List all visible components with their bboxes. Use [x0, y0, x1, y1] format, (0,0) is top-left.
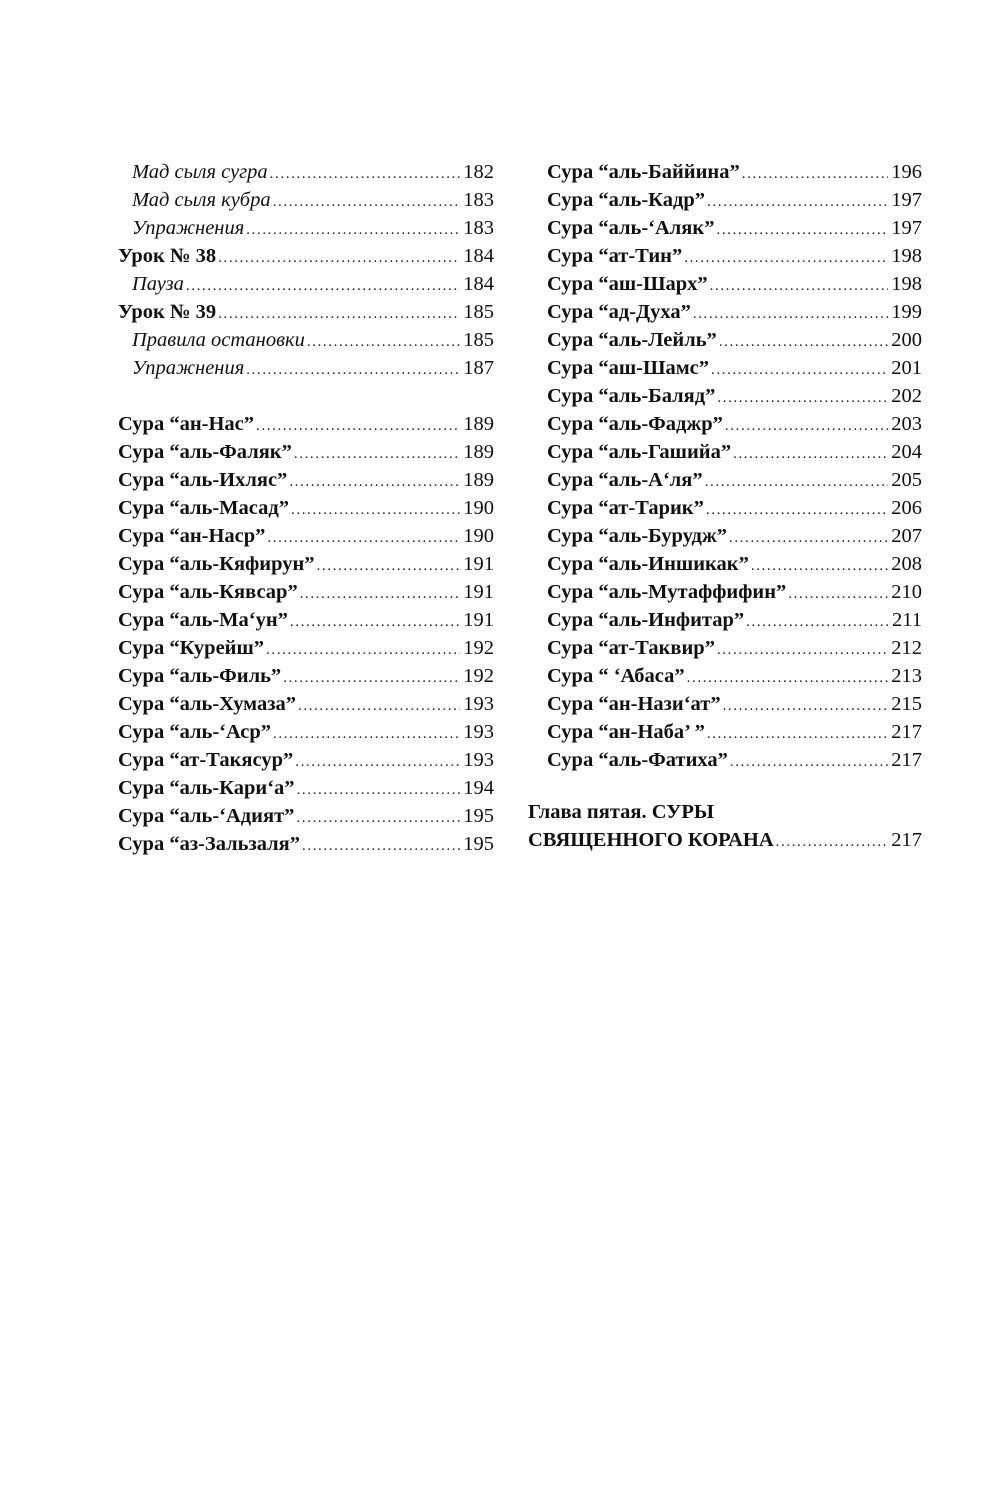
toc-entry-label: Сура “ан-Наба’ ” [547, 721, 705, 743]
toc-entry-label: Сура “ад-Духа” [547, 301, 691, 323]
toc-leader [707, 720, 888, 748]
spacer [528, 774, 922, 798]
toc-entry-sura[interactable] [528, 410, 922, 438]
toc-entry-label: Сура “Курейш” [118, 637, 265, 659]
toc-entry-label: Сура “ан-Наср” [118, 525, 266, 547]
toc-entry-label: Сура “аль-Филь” [118, 665, 282, 687]
toc-leader [717, 636, 888, 664]
toc-entry-sura[interactable] [528, 438, 922, 466]
toc-entry-label: Сура “аль-Инфитар” [547, 609, 745, 631]
toc-leader [273, 720, 460, 748]
toc-leader [256, 412, 460, 440]
toc-entry-label: Сура “ ‘Абаса” [547, 665, 685, 687]
toc-leader [725, 412, 888, 440]
toc-entry-page: 197 [891, 189, 922, 211]
toc-entry-label: Сура “ат-Тин” [547, 245, 683, 267]
toc-entry-page: 199 [891, 301, 922, 323]
toc-entry-sura[interactable] [528, 746, 922, 774]
toc-entry-page: 183 [463, 217, 494, 239]
toc-entry-label: Сура “аль-Кадр” [547, 189, 706, 211]
toc-leader [218, 244, 460, 272]
toc-leader [300, 580, 461, 608]
toc-entry-page: 191 [463, 609, 494, 631]
toc-entry-page: 182 [463, 161, 494, 183]
toc-entry-label: Сура “аль-Хумаза” [118, 693, 296, 715]
toc-leader [291, 496, 460, 524]
toc-entry-label: Мад сыля сугра [132, 161, 268, 183]
toc-entry-page: 185 [463, 329, 494, 351]
toc-entry-label: Сура “ан-Нас” [118, 413, 255, 435]
toc-entry-label: Сура “аль-Мутаффифин” [547, 581, 787, 603]
toc-entry-page: 205 [891, 469, 922, 491]
toc-leader [776, 828, 889, 856]
toc-entry-page: 190 [463, 525, 494, 547]
toc-entry-sura[interactable] [118, 774, 494, 802]
toc-entry-label: Урок № 38 [118, 245, 217, 267]
toc-leader [270, 160, 461, 188]
toc-entry-sura[interactable] [528, 494, 922, 522]
toc-entry-sura[interactable] [528, 634, 922, 662]
toc-entry-label: Сура “ат-Таквир” [547, 637, 715, 659]
toc-leader [298, 692, 460, 720]
toc-entry-sura[interactable] [528, 550, 922, 578]
toc-entry-sura[interactable] [118, 438, 494, 466]
toc-entry-sura[interactable] [118, 494, 494, 522]
toc-entry-label: Сура “ан-Нази‘ат” [547, 693, 721, 715]
toc-leader [788, 580, 888, 608]
toc-entry-sura[interactable] [118, 634, 494, 662]
toc-entry-sura[interactable] [118, 830, 494, 858]
toc-entry-label: Сура “аль-Бурудж” [547, 525, 728, 547]
toc-entry-page: 202 [891, 385, 922, 407]
toc-leader [302, 832, 460, 860]
spacer [118, 382, 494, 410]
toc-leader [186, 272, 460, 300]
toc-entry-page: 213 [891, 665, 922, 687]
toc-leader [707, 188, 888, 216]
toc-leader [710, 272, 889, 300]
toc-leader [717, 384, 888, 412]
toc-leader [296, 804, 460, 832]
toc-entry-sura[interactable] [528, 578, 922, 606]
toc-leader [687, 664, 889, 692]
toc-entry-sura[interactable] [118, 802, 494, 830]
toc-right-column [528, 158, 922, 854]
toc-entry-page: 194 [463, 777, 494, 799]
toc-entry-sura[interactable] [118, 690, 494, 718]
toc-entry-page: 201 [891, 357, 922, 379]
toc-entry-page: 206 [891, 497, 922, 519]
toc-entry-sura[interactable] [528, 158, 922, 186]
toc-entry-page: 184 [463, 273, 494, 295]
toc-entry-label: Сура “ат-Тарик” [547, 497, 704, 519]
toc-entry-page: 203 [891, 413, 922, 435]
toc-entry-label: Сура “аль-Фаджр” [547, 413, 723, 435]
toc-entry-page: 192 [463, 665, 494, 687]
toc-entry-label: Сура “аль-‘Аляк” [547, 217, 715, 239]
toc-entry-page: 192 [463, 637, 494, 659]
toc-entry-page: 200 [891, 329, 922, 351]
toc-entry-sura[interactable] [528, 522, 922, 550]
toc-leader [294, 440, 460, 468]
toc-leader [218, 300, 460, 328]
toc-entry-label: Сура “аль-‘Адият” [118, 805, 295, 827]
toc-leader [307, 328, 460, 356]
toc-entry-label: Сура “аль-Лейль” [547, 329, 717, 351]
toc-entry-page: 212 [891, 637, 922, 659]
toc-leader [289, 468, 460, 496]
toc-entry-sura[interactable] [528, 354, 922, 382]
chapter-title-line2: СВЯЩЕННОГО КОРАНА [528, 829, 774, 851]
toc-entry-label: Сура “аль-Кяфирун” [118, 553, 315, 575]
toc-entry-page: 198 [891, 273, 922, 295]
toc-entry-page: 215 [891, 693, 922, 715]
toc-entry-sura[interactable] [528, 242, 922, 270]
toc-entry-sura[interactable] [528, 690, 922, 718]
toc-entry-page: 193 [463, 693, 494, 715]
toc-entry-page: 183 [463, 189, 494, 211]
toc-leader [730, 748, 888, 776]
toc-leader [267, 524, 460, 552]
toc-entry-label: Сура “аль-Кявсар” [118, 581, 298, 603]
toc-entry-label: Упражнения [132, 357, 245, 379]
toc-leader [283, 664, 460, 692]
toc-entry-page: 204 [891, 441, 922, 463]
toc-entry-sura[interactable] [118, 410, 494, 438]
toc-entry-label: Сура “аль-Баляд” [547, 385, 716, 407]
toc-entry-page: 190 [463, 497, 494, 519]
toc-entry[interactable] [118, 186, 494, 214]
toc-entry-sura[interactable] [528, 326, 922, 354]
toc-entry[interactable] [118, 326, 494, 354]
toc-entry-label: Сура “аль-Гашийа” [547, 441, 732, 463]
toc-leader [716, 216, 888, 244]
toc-group-lessons [118, 158, 494, 382]
toc-entry-label: Сура “аль-А‘ля” [547, 469, 703, 491]
toc-entry-sura[interactable] [528, 298, 922, 326]
toc-entry-label: Сура “аль-Фатиха” [547, 749, 728, 771]
toc-entry-label: Сура “аль-Ма‘ун” [118, 609, 288, 631]
toc-entry-page: 184 [463, 245, 494, 267]
toc-entry-label: Сура “аль-Кари‘а” [118, 777, 295, 799]
toc-entry-label: Сура “аш-Шамс” [547, 357, 710, 379]
toc-entry-sura[interactable] [118, 718, 494, 746]
toc-entry-page: 196 [891, 161, 922, 183]
toc-leader [733, 440, 888, 468]
toc-entry-page: 191 [463, 581, 494, 603]
toc-leader [273, 188, 461, 216]
toc-entry-label: Пауза [132, 273, 184, 295]
toc-leader [705, 468, 889, 496]
toc-entry-label: Сура “аль-Масад” [118, 497, 289, 519]
toc-entry-page: 193 [463, 749, 494, 771]
toc-entry-page: 210 [891, 581, 922, 603]
toc-leader [266, 636, 460, 664]
toc-entry-sura[interactable] [528, 214, 922, 242]
toc-entry[interactable] [118, 270, 494, 298]
toc-entry-page: 217 [891, 829, 922, 851]
toc-entry-page: 185 [463, 301, 494, 323]
toc-entry-page: 208 [891, 553, 922, 575]
toc-entry-sura[interactable] [528, 606, 922, 634]
toc-entry-label: Сура “аль-Ихляс” [118, 469, 288, 491]
toc-entry-label: Сура “аз-Зальзаля” [118, 833, 300, 855]
toc-leader [746, 608, 889, 636]
toc-entry-sura[interactable] [528, 466, 922, 494]
toc-entry-label: Сура “аш-Шарх” [547, 273, 708, 295]
toc-leader [719, 328, 888, 356]
toc-entry-sura[interactable] [118, 550, 494, 578]
toc-entry[interactable] [118, 214, 494, 242]
toc-entry-page: 195 [463, 833, 494, 855]
toc-leader [246, 356, 460, 384]
toc-entry-sura[interactable] [118, 746, 494, 774]
toc-entry-sura[interactable] [528, 662, 922, 690]
toc-entry-sura[interactable] [118, 662, 494, 690]
toc-leader [751, 552, 888, 580]
toc-entry-page: 217 [891, 749, 922, 771]
toc-entry-page: 193 [463, 721, 494, 743]
toc-entry-label: Сура “ат-Такясур” [118, 749, 294, 771]
toc-leader [706, 496, 888, 524]
chapter-title-line1: Глава пятая. СУРЫ [528, 801, 714, 823]
toc-entry-page: 217 [891, 721, 922, 743]
toc-entry-page: 189 [463, 469, 494, 491]
toc-group-suras-right [528, 158, 922, 774]
toc-left-column [118, 158, 494, 858]
chapter-title-line2-row [528, 826, 922, 854]
toc-leader [290, 608, 460, 636]
toc-entry-page: 195 [463, 805, 494, 827]
toc-entry-label: Правила остановки [132, 329, 305, 351]
toc-entry[interactable] [118, 354, 494, 382]
toc-leader [297, 776, 461, 804]
toc-leader [295, 748, 460, 776]
toc-entry-lesson[interactable] [118, 298, 494, 326]
toc-entry-label: Сура “аль-Иншикак” [547, 553, 749, 575]
toc-chapter-entry[interactable] [528, 798, 922, 854]
toc-leader [723, 692, 889, 720]
toc-entry-page: 189 [463, 441, 494, 463]
toc-entry-page: 197 [891, 217, 922, 239]
toc-leader [729, 524, 888, 552]
toc-entry-page: 198 [891, 245, 922, 267]
toc-entry-label: Сура “аль-Фаляк” [118, 441, 292, 463]
toc-entry[interactable] [118, 158, 494, 186]
toc-leader [742, 160, 889, 188]
toc-entry-sura[interactable] [118, 522, 494, 550]
toc-entry-page: 189 [463, 413, 494, 435]
toc-entry-sura[interactable] [528, 382, 922, 410]
toc-entry-page: 211 [892, 609, 922, 631]
toc-leader [711, 356, 888, 384]
toc-leader [317, 552, 461, 580]
toc-entry-sura[interactable] [118, 466, 494, 494]
toc-leader [246, 216, 460, 244]
toc-entry-sura[interactable] [528, 718, 922, 746]
toc-entry-page: 187 [463, 357, 494, 379]
toc-leader [693, 300, 888, 328]
toc-entry-lesson[interactable] [118, 242, 494, 270]
toc-entry-sura[interactable] [118, 578, 494, 606]
toc-entry-label: Упражнения [132, 217, 245, 239]
toc-entry-sura[interactable] [528, 270, 922, 298]
toc-group-suras [118, 410, 494, 858]
toc-entry-label: Урок № 39 [118, 301, 217, 323]
toc-entry-label: Мад сыля кубра [132, 189, 271, 211]
toc-entry-sura[interactable] [528, 186, 922, 214]
toc-entry-sura[interactable] [118, 606, 494, 634]
toc-leader [684, 244, 888, 272]
toc-entry-page: 191 [463, 553, 494, 575]
toc-entry-page: 207 [891, 525, 922, 547]
toc-entry-label: Сура “аль-Баййина” [547, 161, 740, 183]
toc-entry-label: Сура “аль-‘Аср” [118, 721, 272, 743]
